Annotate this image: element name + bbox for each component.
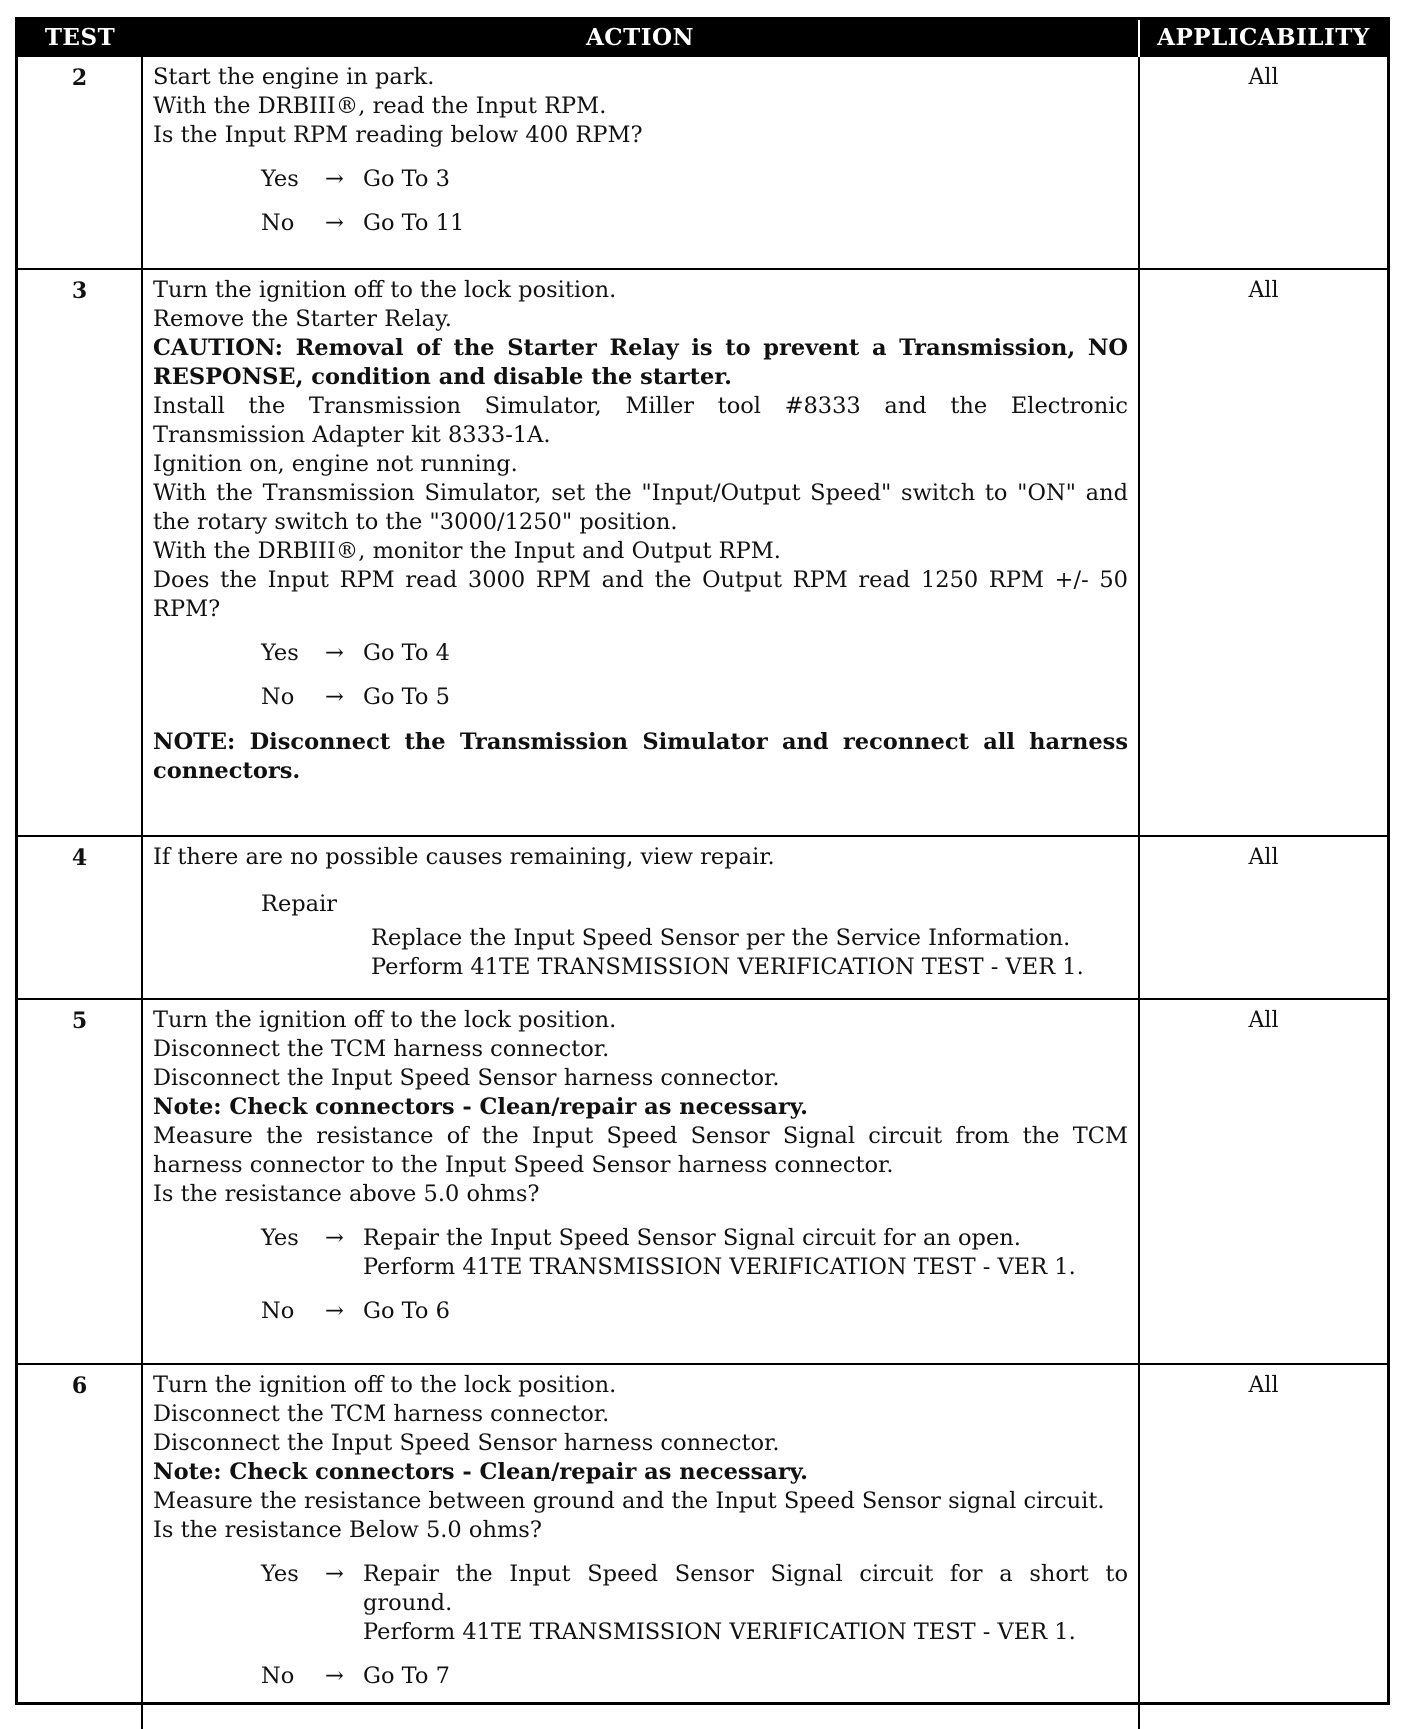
- arrow-icon: →: [325, 210, 344, 236]
- action-line: Turn the ignition off to the lock position.: [153, 1372, 617, 1398]
- yes-result-line: Repair the Input Speed Sensor Signal circuit for an open.: [363, 1225, 1021, 1251]
- yes-branch: [261, 1560, 1128, 1647]
- test-number: 6: [18, 1364, 142, 1729]
- action-line: Disconnect the TCM harness connector.: [153, 1036, 610, 1062]
- table-row: [18, 999, 1387, 1364]
- note-text: Note: Check connectors - Clean/repair as necessary.: [153, 1094, 808, 1120]
- yes-label: Yes: [261, 640, 299, 666]
- table-row: [18, 836, 1387, 999]
- action-cell: [142, 999, 1139, 1364]
- yes-branch: [261, 165, 1128, 194]
- repair-step: Replace the Input Speed Sensor per the Service Information.: [371, 925, 1071, 951]
- no-branch: [261, 209, 1128, 238]
- action-line: Start the engine in park.: [153, 64, 435, 90]
- arrow-icon: →: [325, 1561, 344, 1587]
- action-line: Disconnect the Input Speed Sensor harness connector.: [153, 1065, 780, 1091]
- action-line: Is the Input RPM reading below 400 RPM?: [153, 122, 643, 148]
- action-line: Disconnect the Input Speed Sensor harness connector.: [153, 1430, 780, 1456]
- arrow-icon: →: [325, 166, 344, 192]
- yes-label: Yes: [261, 166, 299, 192]
- action-line: If there are no possible causes remaining, view repair.: [153, 844, 775, 870]
- yes-branch: [261, 639, 1128, 668]
- note-text: Note: Check connectors - Clean/repair as necessary.: [153, 1459, 808, 1485]
- yes-label: Yes: [261, 1561, 299, 1587]
- arrow-icon: →: [325, 640, 344, 666]
- test-number: 5: [18, 999, 142, 1364]
- note-text: NOTE: Disconnect the Transmission Simulator and reconnect all harness connectors.: [153, 729, 1128, 784]
- no-label: No: [261, 210, 295, 236]
- action-line: Measure the resistance between ground and the Input Speed Sensor signal circuit.: [153, 1488, 1105, 1514]
- yes-result-line: Perform 41TE TRANSMISSION VERIFICATION TEST - VER 1.: [363, 1254, 1076, 1280]
- arrow-icon: →: [325, 1663, 344, 1689]
- applicability-value: All: [1139, 1364, 1387, 1729]
- arrow-icon: →: [325, 684, 344, 710]
- yes-label: Yes: [261, 1225, 299, 1251]
- header-test: TEST: [18, 20, 142, 56]
- yes-result-line: Repair the Input Speed Sensor Signal circuit for a short to ground.: [363, 1561, 1128, 1616]
- no-branch: [261, 683, 1128, 712]
- applicability-value: All: [1139, 269, 1387, 836]
- no-result: Go To 5: [363, 684, 450, 710]
- test-number: 3: [18, 269, 142, 836]
- yes-result: Go To 3: [363, 166, 450, 192]
- action-line: With the DRBIII®, monitor the Input and Output RPM.: [153, 538, 781, 564]
- applicability-value: All: [1139, 836, 1387, 999]
- action-cell: [142, 836, 1139, 999]
- header-applicability: APPLICABILITY: [1139, 20, 1387, 56]
- yes-branch: [261, 1224, 1128, 1282]
- yes-result: [363, 1224, 1128, 1282]
- repair-label: Repair: [261, 891, 338, 917]
- no-branch: [261, 1297, 1128, 1326]
- repair-step: Perform 41TE TRANSMISSION VERIFICATION TEST - VER 1.: [371, 954, 1084, 980]
- arrow-icon: →: [325, 1225, 344, 1251]
- table-row: [18, 56, 1387, 269]
- diagnostic-table: [15, 17, 1390, 1705]
- action-line: Turn the ignition off to the lock position.: [153, 277, 617, 303]
- arrow-icon: →: [325, 1298, 344, 1324]
- test-number: 4: [18, 836, 142, 999]
- action-line: Ignition on, engine not running.: [153, 451, 518, 477]
- repair-steps: [371, 924, 1128, 982]
- no-result: Go To 7: [363, 1663, 450, 1689]
- action-line: Does the Input RPM read 3000 RPM and the Output RPM read 1250 RPM +/- 50 RPM?: [153, 567, 1128, 622]
- no-result: Go To 6: [363, 1298, 450, 1324]
- action-cell: [142, 56, 1139, 269]
- table-row: [18, 1364, 1387, 1729]
- action-cell: [142, 269, 1139, 836]
- action-line: With the DRBIII®, read the Input RPM.: [153, 93, 607, 119]
- action-line: Remove the Starter Relay.: [153, 306, 452, 332]
- test-number: 2: [18, 56, 142, 269]
- no-branch: [261, 1662, 1128, 1691]
- action-line: Measure the resistance of the Input Speed Sensor Signal circuit from the TCM harness connector to the Input Speed Sensor harness connector.: [153, 1123, 1128, 1178]
- action-line: Install the Transmission Simulator, Miller tool #8333 and the Electronic Transmission Adapter kit 8333-1A.: [153, 393, 1128, 448]
- no-label: No: [261, 1663, 295, 1689]
- no-label: No: [261, 1298, 295, 1324]
- yes-result: Go To 4: [363, 640, 450, 666]
- applicability-value: All: [1139, 999, 1387, 1364]
- no-result: Go To 11: [363, 210, 465, 236]
- no-label: No: [261, 684, 295, 710]
- header-action: ACTION: [142, 20, 1139, 56]
- action-line: Turn the ignition off to the lock position.: [153, 1007, 617, 1033]
- table-header: [18, 20, 1387, 56]
- caution-text: CAUTION: Removal of the Starter Relay is to prevent a Transmission, NO RESPONSE, condition and disable the starter.: [153, 335, 1128, 390]
- table-row: [18, 269, 1387, 836]
- action-line: Is the resistance Below 5.0 ohms?: [153, 1517, 542, 1543]
- action-line: Disconnect the TCM harness connector.: [153, 1401, 610, 1427]
- action-line: With the Transmission Simulator, set the "Input/Output Speed" switch to "ON" and the rotary switch to the "3000/1250" position.: [153, 480, 1128, 535]
- applicability-value: All: [1139, 56, 1387, 269]
- action-cell: [142, 1364, 1139, 1729]
- yes-result-line: Perform 41TE TRANSMISSION VERIFICATION TEST - VER 1.: [363, 1619, 1076, 1645]
- yes-result: [363, 1560, 1128, 1647]
- action-line: Is the resistance above 5.0 ohms?: [153, 1181, 540, 1207]
